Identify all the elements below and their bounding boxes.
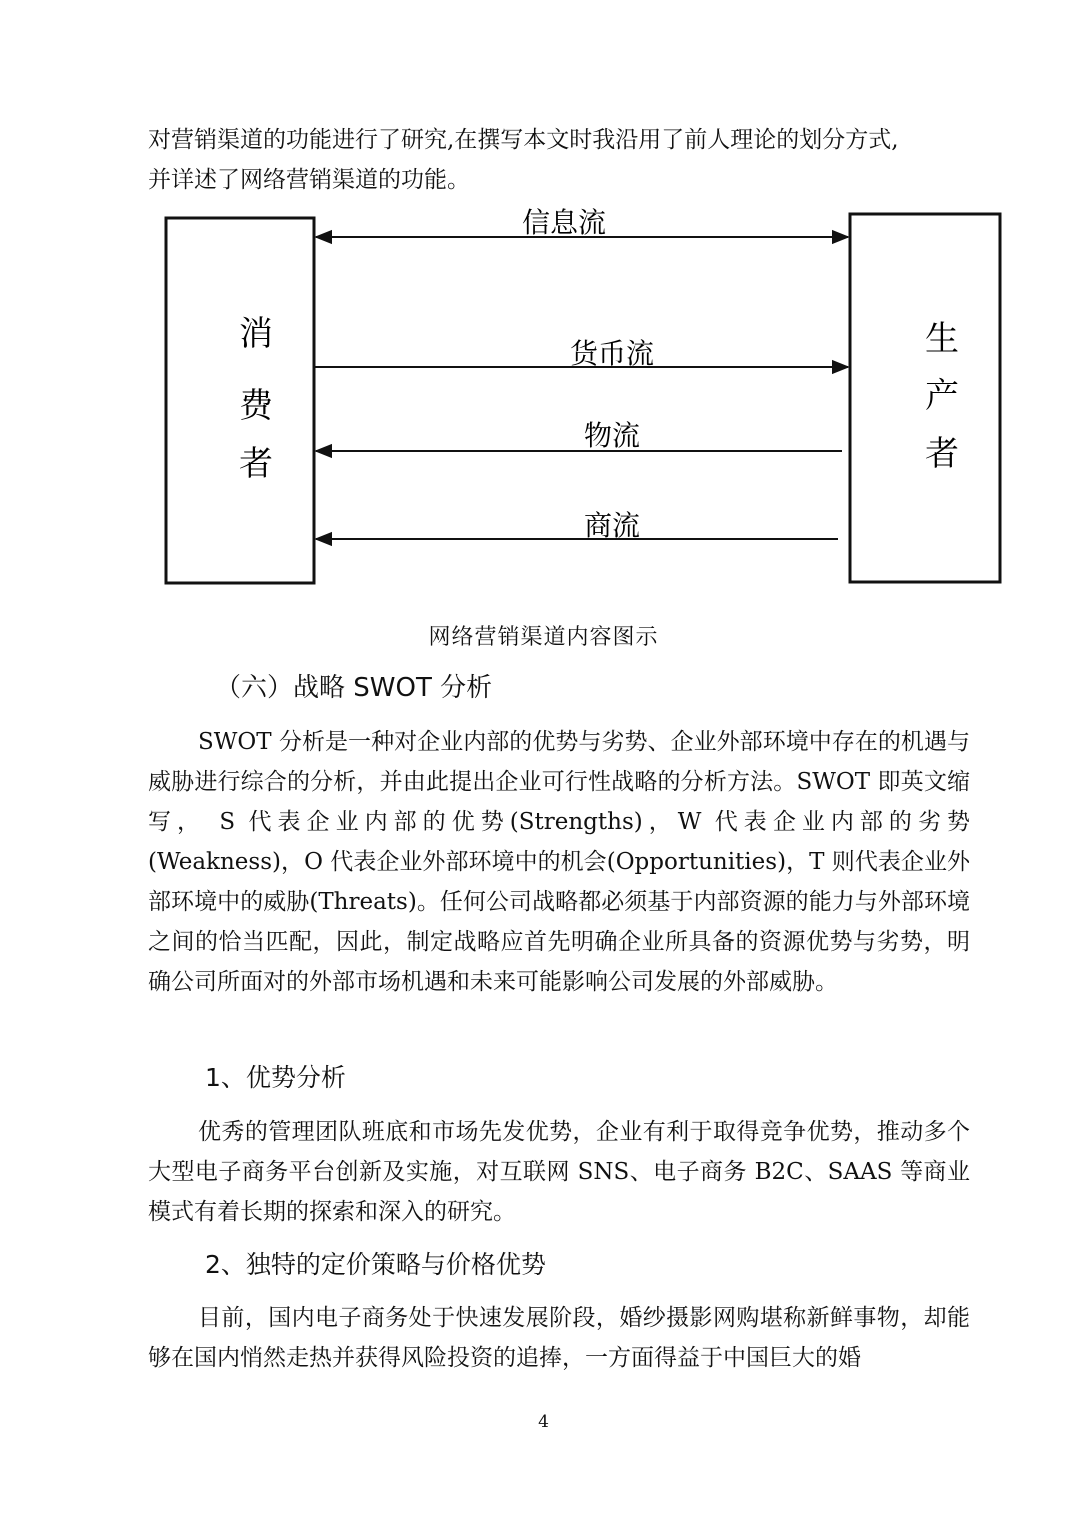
producer-char-1: 生: [925, 319, 959, 359]
advantage-heading: 1、优势分析: [205, 1063, 346, 1092]
consumer-char-3: 者: [239, 444, 273, 484]
consumer-char-2: 费: [239, 386, 273, 426]
pricing-paragraph: 目前，国内电子商务处于快速发展阶段，婚纱摄影网购堪称新鲜事物，却能够在国内悄然走热并获得风险投资的追捧，一方面得益于中国巨大的婚: [148, 1305, 970, 1371]
pricing-heading: 2、独特的定价策略与价格优势: [205, 1250, 546, 1279]
money-flow-label: 货币流: [569, 337, 655, 370]
logistics-flow-label: 物流: [583, 419, 641, 452]
section-heading: （六）战略 SWOT 分析: [215, 673, 493, 703]
diagram-caption: 网络营销渠道内容图示: [428, 625, 659, 650]
commerce-flow-label: 商流: [583, 509, 641, 542]
swot-paragraph: SWOT 分析是一种对企业内部的优势与劣势、企业外部环境中存在的机遇与威胁进行综合的分析，并由此提出企业可行性战略的分析方法。SWOT 即英文缩写， S 代表企业内部的优势(Strengths)，W 代表企业内部的劣势(Weakness)，O 代表企业外部环境中的机会(Opportunities)，T 则代表企业外部环境中的威胁(Threats)。任何公司战略都必须基于内部资源的能力与外部环境之间的恰当匹配，因此，制定战略应首先明确企业所具备的资源优势与劣势，明确公司所面对的外部市场机遇和未来可能影响公司发展的外部威胁。: [148, 729, 970, 995]
producer-char-3: 者: [925, 434, 959, 474]
intro-line-1: 对营销渠道的功能进行了研究,在撰写本文时我沿用了前人理论的划分方式,: [148, 127, 899, 153]
intro-line-2: 并详述了网络营销渠道的功能。: [148, 167, 470, 193]
producer-char-2: 产: [925, 376, 959, 416]
marketing-channel-diagram: [158, 205, 1008, 595]
consumer-char-1: 消: [239, 314, 273, 354]
advantage-paragraph: 优秀的管理团队班底和市场先发优势，企业有利于取得竞争优势，推动多个大型电子商务平台创新及实施，对互联网 SNS、电子商务 B2C、SAAS 等商业模式有着长期的探索和深入的研究。: [148, 1119, 970, 1225]
page-number: 4: [538, 1412, 549, 1432]
info-flow-label: 信息流: [521, 206, 607, 239]
